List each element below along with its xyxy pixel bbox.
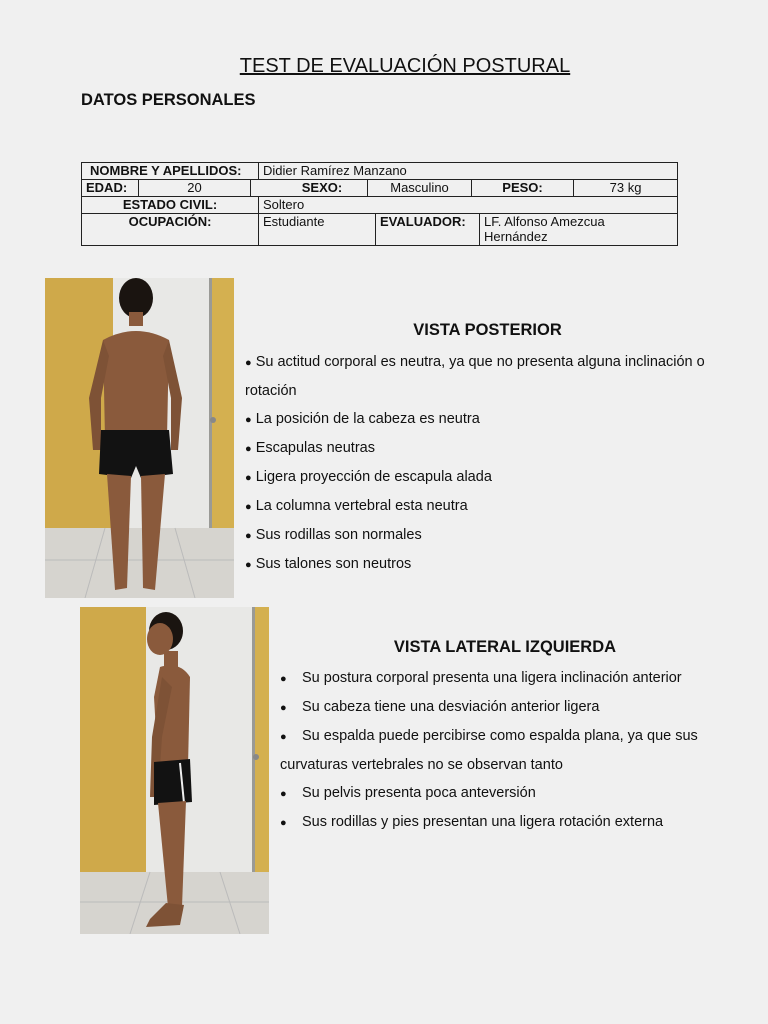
list-item: ● Sus rodillas y pies presentan una ligera rotación externa: [280, 814, 664, 830]
sexo-value: Masculino: [368, 180, 472, 197]
personal-data-table: [81, 162, 678, 246]
list-item: ● Su pelvis presenta poca anteversión: [280, 785, 536, 801]
evaluador-label: EVALUADOR:: [376, 214, 480, 246]
nombre-label: NOMBRE Y APELLIDOS:: [82, 163, 259, 180]
posterior-view-photo: [45, 278, 234, 598]
lateral-view-photo: [80, 607, 269, 934]
list-item: ● Ligera proyección de escapula alada: [245, 469, 492, 485]
list-item: ● Sus rodillas son normales: [245, 527, 422, 543]
peso-value: 73 kg: [574, 180, 678, 197]
list-item: ● Su cabeza tiene una desviación anterior ligera: [280, 699, 600, 715]
list-item: ● Su actitud corporal es neutra, ya que no presenta alguna inclinación o rotación: [245, 354, 705, 399]
list-item: ● Escapulas neutras: [245, 440, 375, 456]
list-item: ● La posición de la cabeza es neutra: [245, 411, 480, 427]
sexo-label: SEXO:: [251, 180, 368, 197]
lateral-view-title: VISTA LATERAL IZQUIERDA: [393, 638, 617, 656]
estado-civil-value: Soltero: [259, 197, 678, 214]
ocupacion-value: Estudiante: [259, 214, 376, 246]
list-item: ● Sus talones son neutros: [245, 556, 412, 572]
ocupacion-label: OCUPACIÓN:: [82, 214, 259, 246]
peso-label: PESO:: [472, 180, 574, 197]
list-item: ● Su postura corporal presenta una ligera inclinación anterior: [280, 670, 682, 686]
list-item: ● Su espalda puede percibirse como espalda plana, ya que sus curvaturas vertebrales no se observan tanto: [280, 728, 698, 773]
estado-civil-label: ESTADO CIVIL:: [82, 197, 259, 214]
evaluador-value: LF. Alfonso Amezcua Hernández: [480, 214, 678, 246]
list-item: ● La columna vertebral esta neutra: [245, 498, 468, 514]
section-title: DATOS PERSONALES: [81, 91, 256, 109]
edad-value: 20: [139, 180, 251, 197]
page-title: TEST DE EVALUACIÓN POSTURAL: [239, 55, 571, 77]
posterior-view-title: VISTA POSTERIOR: [413, 321, 562, 339]
lateral-findings-list: [280, 664, 725, 837]
edad-label: EDAD:: [82, 180, 139, 197]
posterior-findings-list: [245, 348, 740, 579]
nombre-value: Didier Ramírez Manzano: [259, 163, 678, 180]
